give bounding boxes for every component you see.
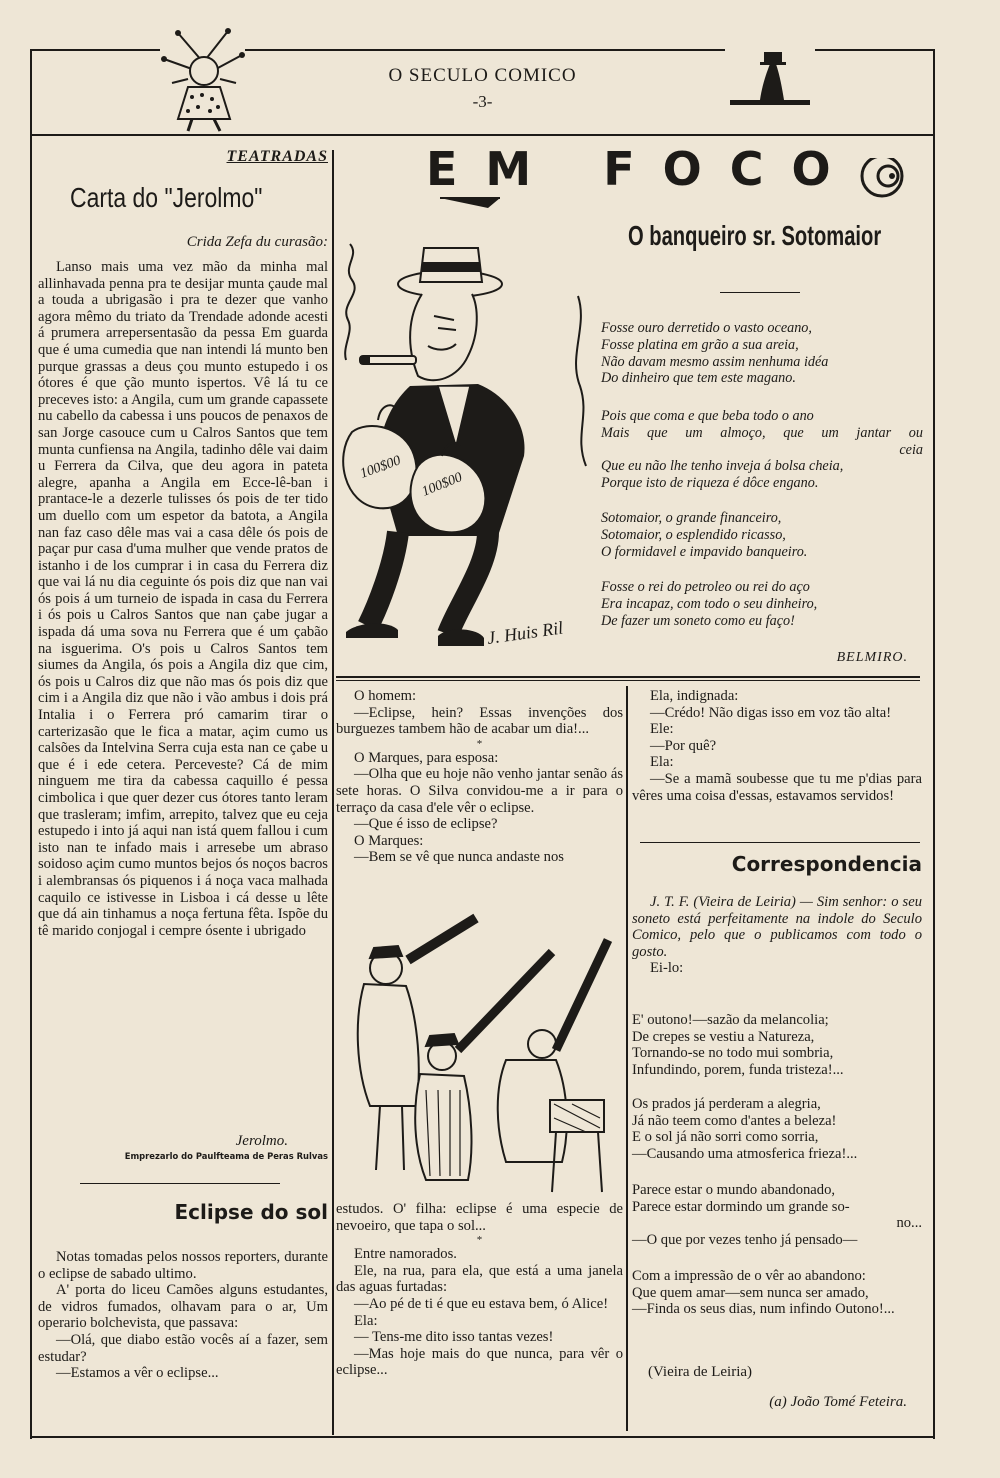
eclipse-paragraph: —Ao pé de ti é que eu estava bem, ó Alice! <box>354 1295 609 1312</box>
eclipse-paragraph: Entre namorados. <box>354 1246 457 1263</box>
eclipse-title: Eclipse do sol <box>174 1200 328 1224</box>
newspaper-title: O SECULO COMICO <box>388 65 577 86</box>
poem-stanza-3 <box>601 510 923 560</box>
correspondencia-eilo: Ei-lo: <box>650 960 684 977</box>
letter-body: Lanso mais uma vez mão da minha mal allinhavada penna pra te desijar munta çaude mal a touda a ubrigasão i pra te dezer que vanho agora mêmo du triato da Trendade adonde acesti á prumera arrepersentasão da pessa Em guarda que é uma cumedia que nan intendi lá munto ben purque grassas a deus çou munto estupedo i os ótores é que ção munto ispertos. Vê lá tu ce preceves isto: a Angila, cum um grande capassete nu cabello da cabessa i uns poucos de penaxos de san Jorge casouce cum u Calros Santos que tem munta cunfiensa na Angila, tadinho dêle vai daim u Ferrera da Cilva, que deu agora in pateta alegre, apanha a Angila em Ecce-lê-ban i prantace-le a dezerle tulisses ós pois de ter tido um duello com um espetor da batota, a Angila nan faz caso dêle mas vai a casa dêle ós pois de paçar pur casa d'uma mulher que vende pratos de istanho i de los cumprar i in casa du Ferrera diz que vai lá nu dia ceguinte ós pois diz que nan vai ós pois á um turneio de ispada in casa du Ferrera i ós pois u Calros Santos que nan çabe jugar a ispada dá uma sova nu Ferrera que é um çabão na isguerima. O's pois u Calros Santos tem siumes da Angila, ós pois a Angila diz que cim, ós pois u Calros diz que não mas ós pois diz que cim i a Angila diz que não i vão ambus i dois prá Intalia i o Ferrera pró camarim tirar o carterizasão que le fica a matar, açim cumo us calsões da Intelvina Serra cuja esta nan ce çabe u que é i ede cetera. Perceveste? Cá de mim ninguem me tira da cabessa caquillo é pessa cimbolica i que quer dezer cus ótores tanto leram que trasleram; imfim, arrepito, talvez que eu ceja estupedo i into já aqui nan istá quem fallou i cum isto nan te infado mais i arresebe um abraso soidoso açim cumo muntos bejos ós noços bacros i alembransas ós piquenos i á noça vaca malhada caquilo ce istivesse in Lisboa i cá desse u lête que dá ain tinhamus a noça fertuna fêta. Ispõe du tê marido conjogal i cempre ósente i ubrigado <box>38 259 328 939</box>
sonnet-stanza-3 <box>632 1182 922 1248</box>
sonnet-line: Parece estar dormindo um grande so- <box>632 1198 850 1215</box>
eclipse-paragraph: —Estamos a vêr o eclipse... <box>56 1365 219 1382</box>
poem-line: Sotomaior, o grande financeiro, <box>601 510 782 526</box>
eclipse-col-2-top <box>336 688 623 866</box>
poem-line: De fazer um soneto como eu faço! <box>601 612 795 629</box>
caricature-signature: J. Huis Ril <box>485 617 565 648</box>
eclipse-paragraph: —Eclipse, hein? Essas invenções dos burguezes tambem hão de acabar um dia!... <box>336 704 623 738</box>
correspondencia-signature: (a) João Tomé Feteira. <box>769 1394 907 1410</box>
eclipse-paragraph: A' porta do liceu Camões alguns estudantes, de vidros fumados, olhavam para o ar, Um operario bolchevista, que passava: <box>38 1282 328 1332</box>
eclipse-paragraph: Ele: <box>650 721 674 738</box>
eclipse-paragraph: O homem: <box>354 688 417 704</box>
column-divider <box>626 686 628 1431</box>
eclipse-paragraph: estudos. O' filha: eclipse é uma especie de nevoeiro, que tapa o sol... <box>336 1201 623 1234</box>
correspondencia-intro: J. T. F. (Vieira de Leiria) — Sim senhor: o seu soneto está perfeitamente na indole do Seculo Comico, pelo que o publicamos com todo o gosto. <box>632 894 922 960</box>
poem-line: Fosse platina em grão a sua areia, <box>601 336 799 353</box>
eclipse-paragraph: —Mas hoje mais do que nunca, para vêr o eclipse... <box>336 1345 623 1379</box>
poem-line: Não davam mesmo assim nenhuma idéa <box>601 353 829 370</box>
eclipse-paragraph: — Tens-me dito isso tantas vezes! <box>354 1329 554 1346</box>
column-divider <box>332 150 334 1435</box>
poem-line: Fosse ouro derretido o vasto oceano, <box>601 320 812 336</box>
poem-line: Do dinheiro que tem este magano. <box>601 370 796 387</box>
sonnet-line: no... <box>896 1215 922 1232</box>
separator <box>640 842 920 846</box>
eclipse-paragraph: Ele, na rua, para ela, que está a uma janela das aguas furtadas: <box>336 1262 623 1296</box>
poem-line: Porque isto de riqueza é dôce engano. <box>601 475 819 492</box>
sonnet-line: Parece estar o mundo abandonado, <box>632 1182 836 1198</box>
money-bag-label: 100$00 <box>358 453 403 482</box>
poem-stanza-2 <box>601 408 923 492</box>
correspondencia-place: (Vieira de Leiria) <box>648 1364 753 1380</box>
article-title: Carta do "Jerolmo" <box>70 182 263 213</box>
correspondencia-body <box>632 894 922 977</box>
sonnet-line: Infundindo, porem, funda tristeza!... <box>632 1061 844 1078</box>
sonnet-line: —O que por vezes tenho já pensado— <box>632 1231 858 1248</box>
poem-line: O formidavel e impavido banqueiro. <box>601 543 808 560</box>
header-doll-icon <box>158 25 248 133</box>
sonnet-line: De crepes se vestiu a Natureza, <box>632 1028 815 1045</box>
section-heading: TEATRADAS <box>226 148 328 165</box>
letter-greeting: Crida Zefa du curasão: <box>186 234 328 250</box>
poem-line: Fosse o rei do petroleo ou rei do aço <box>601 579 810 595</box>
eclipse-col-3 <box>632 688 922 804</box>
eclipse-paragraph: —Se a mamã soubesse que tu me p'dias para vêres uma coisa d'essas, estavamos servidos! <box>632 770 922 804</box>
eclipse-paragraph: —Olá, que diabo estão vocês aí a fazer, sem estudar? <box>38 1331 328 1365</box>
poem-line: Pois que coma e que beba todo o ano <box>601 408 814 424</box>
eclipse-paragraph: Ela: <box>354 1312 378 1329</box>
separator <box>720 292 800 296</box>
poem-line: Sotomaior, o esplendido ricasso, <box>601 526 786 543</box>
sonnet-line: Que quem amar—sem nunca ser amado, <box>632 1284 869 1301</box>
sonnet-line: E o sol já não sorri como sorria, <box>632 1129 819 1146</box>
eclipse-paragraph: O Marques, para esposa: <box>354 749 499 766</box>
poem-line: Era incapaz, com todo o seu dinheiro, <box>601 595 818 612</box>
section-rule <box>336 676 920 678</box>
star-separator: * <box>476 737 483 750</box>
signature-note: Emprezarlo do Paulfteama de Peras Rulvas <box>124 1151 328 1161</box>
poem-stanza-4 <box>601 579 923 629</box>
banker-caricature <box>338 236 600 668</box>
banner-flourish-icon <box>430 158 920 212</box>
poem-line: ceia <box>899 441 923 458</box>
sonnet-line: Com a impressão de o vêr ao abandono: <box>632 1268 866 1284</box>
eclipse-col-1 <box>38 1249 328 1382</box>
eclipse-paragraph: Ela, indignada: <box>650 688 739 704</box>
eclipse-paragraph: —Olha que eu hoje não venho jantar senão ás sete horas. O Silva convidou-me a ir para o terraço da casa d'ele vêr o eclipse. <box>336 766 623 816</box>
poem-author: BELMIRO. <box>836 650 908 665</box>
poem-line: Que eu não lhe tenho inveja á bolsa cheia, <box>601 458 844 475</box>
separator <box>80 1183 280 1187</box>
eclipse-paragraph: —Que é isso de eclipse? <box>354 816 498 833</box>
sonnet-line: —Causando uma atmosferica frieza!... <box>632 1145 858 1162</box>
sonnet-line: Já não teem como d'antes a beleza! <box>632 1112 837 1129</box>
sonnet-line: Os prados já perderam a alegria, <box>632 1096 821 1112</box>
letter-signature: Jerolmo. <box>235 1133 288 1149</box>
eclipse-paragraph: —Bem se vê que nunca andaste nos <box>354 849 564 866</box>
eclipse-paragraph: O Marques: <box>354 832 424 849</box>
page-number: -3- <box>472 92 493 111</box>
poem-stanza-1 <box>601 320 923 387</box>
header-top-hat-icon <box>730 46 810 108</box>
em-foco-banner: EM FOCO <box>426 142 859 196</box>
sonnet-stanza-1 <box>632 1012 922 1078</box>
eclipse-paragraph: —Por quê? <box>650 737 717 754</box>
em-foco-subtitle: O banqueiro sr. Sotomaior <box>628 220 882 251</box>
sonnet-line: —Finda os seus dias, num infindo Outono!... <box>632 1301 895 1318</box>
correspondencia-title: Correspondencia <box>731 852 922 876</box>
section-rule <box>336 680 920 681</box>
eclipse-paragraph: Ela: <box>650 754 674 771</box>
eclipse-col-2-bottom <box>336 1201 623 1379</box>
poem-line: Mais que um almoço, que um jantar ou <box>601 424 923 441</box>
eclipse-paragraph: —Crédo! Não digas isso em voz tão alta! <box>650 704 892 721</box>
money-bag-label: 100$00 <box>419 470 465 500</box>
sonnet-line: Tornando-se no todo mui sombria, <box>632 1045 834 1062</box>
sonnet-line: E' outono!—sazão da melancolia; <box>632 1012 829 1028</box>
telescope-illustration <box>346 900 616 1196</box>
eclipse-paragraph: Notas tomadas pelos nossos reporters, durante o eclipse de sabado ultimo. <box>38 1249 328 1282</box>
sonnet-stanza-2 <box>632 1096 922 1162</box>
sonnet-stanza-4 <box>632 1268 922 1318</box>
star-separator: * <box>476 1234 483 1247</box>
